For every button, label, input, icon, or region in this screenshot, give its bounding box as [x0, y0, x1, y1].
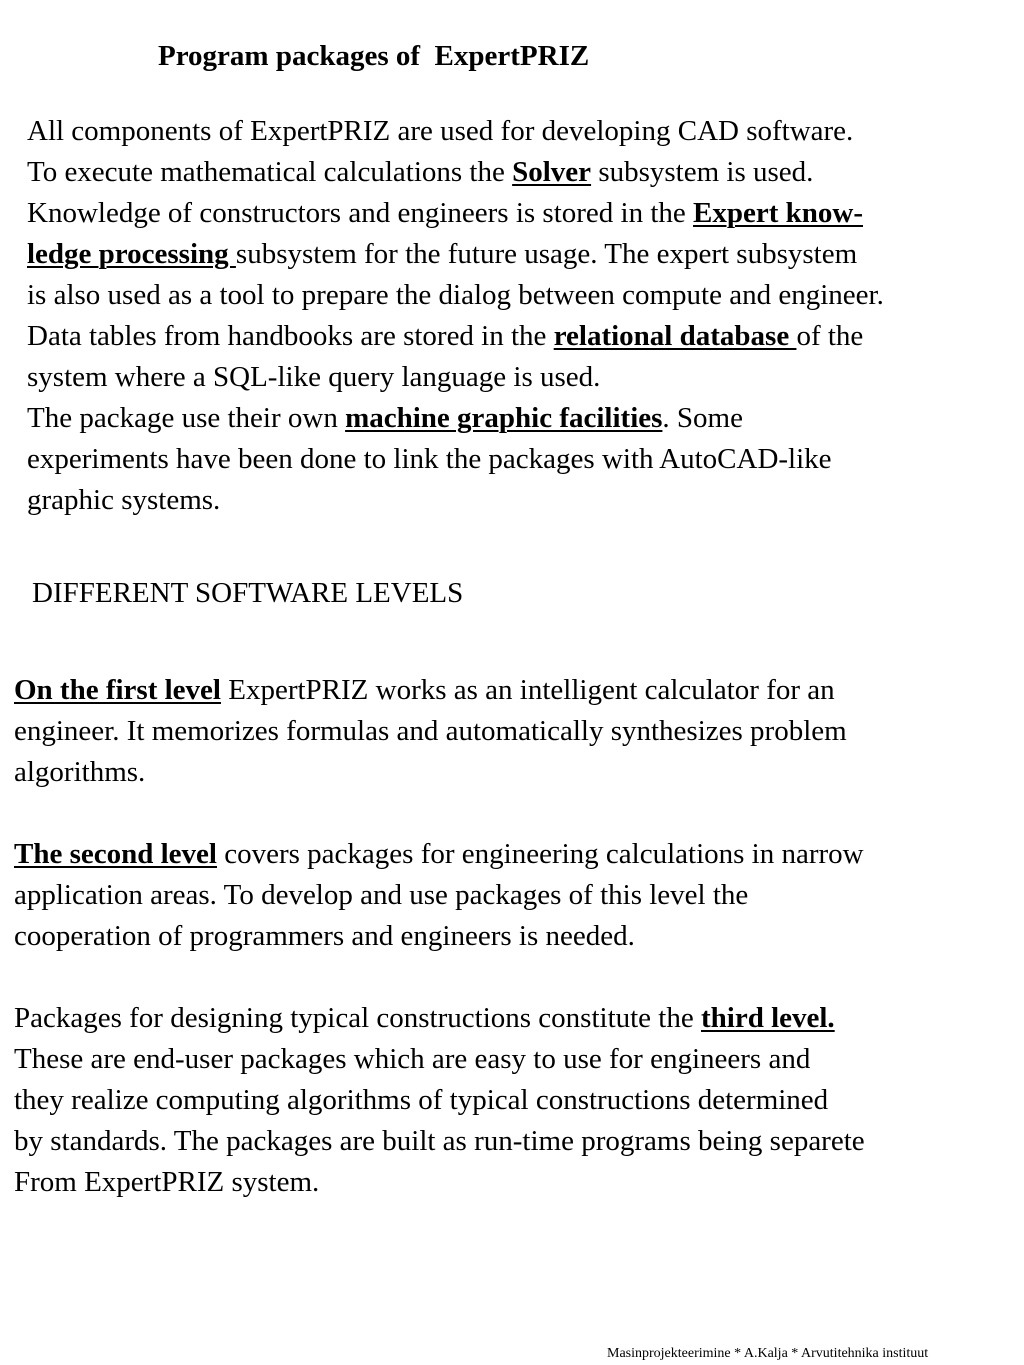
relational-database-term: relational database — [553, 320, 797, 352]
first-level-line-3: algorithms. — [14, 756, 146, 788]
third-level-line-4: by standards. The packages are built as run-time programs being separete — [14, 1125, 865, 1157]
spacer — [14, 957, 865, 998]
intro-line-2: To execute mathematical calculations the Solver subsystem is used. — [27, 156, 814, 188]
first-level-line-2: engineer. It memorizes formulas and automatically synthesizes problem — [14, 715, 847, 747]
third-level-line-5: From ExpertPRIZ system. — [14, 1166, 320, 1198]
first-level-line-1: On the first level ExpertPRIZ works as an intelligent calculator for an — [14, 674, 835, 706]
page-title: Program packages of ExpertPRIZ — [158, 40, 590, 72]
intro-line-7: system where a SQL-like query language is used. — [27, 361, 601, 393]
third-level-line-3: they realize computing algorithms of typical constructions determined — [14, 1084, 829, 1116]
solver-term: Solver — [512, 156, 592, 188]
levels-section — [14, 670, 865, 1203]
machine-graphic-term: machine graphic facilities — [345, 402, 663, 434]
third-level-line-2: These are end-user packages which are easy to use for engineers and — [14, 1043, 811, 1075]
second-level-line-1: The second level covers packages for engineering calculations in narrow — [14, 838, 864, 870]
expert-knowledge-term-part-2: ledge processing — [27, 238, 236, 270]
second-level-line-3: cooperation of programmers and engineers is needed. — [14, 920, 635, 952]
intro-line-1: All components of ExpertPRIZ are used for developing CAD software. — [27, 115, 854, 147]
second-level-line-2: application areas. To develop and use packages of this level the — [14, 879, 749, 911]
first-level-label: On the first level — [14, 674, 221, 706]
intro-line-3: Knowledge of constructors and engineers is stored in the Expert know- — [27, 197, 864, 229]
intro-line-4: ledge processing subsystem for the future usage. The expert subsystem — [27, 238, 858, 270]
third-level-line-1: Packages for designing typical constructions constitute the third level. — [14, 1002, 835, 1034]
intro-line-10: graphic systems. — [27, 484, 221, 516]
intro-line-6: Data tables from handbooks are stored in the relational database of the — [27, 320, 864, 352]
spacer — [14, 793, 865, 834]
intro-line-8: The package use their own machine graphic facilities. Some — [27, 402, 743, 434]
intro-paragraph — [27, 111, 884, 521]
levels-heading: DIFFERENT SOFTWARE LEVELS — [32, 577, 464, 609]
footer-credit: Masinprojekteerimine * A.Kalja * Arvutitehnika instituut — [607, 1346, 929, 1361]
intro-line-5: is also used as a tool to prepare the dialog between compute and engineer. — [27, 279, 884, 311]
expert-knowledge-term-part-1: Expert know- — [693, 197, 864, 229]
second-level-label: The second level — [14, 838, 217, 870]
third-level-label: third level. — [700, 1002, 835, 1034]
intro-line-9: experiments have been done to link the packages with AutoCAD-like — [27, 443, 832, 475]
